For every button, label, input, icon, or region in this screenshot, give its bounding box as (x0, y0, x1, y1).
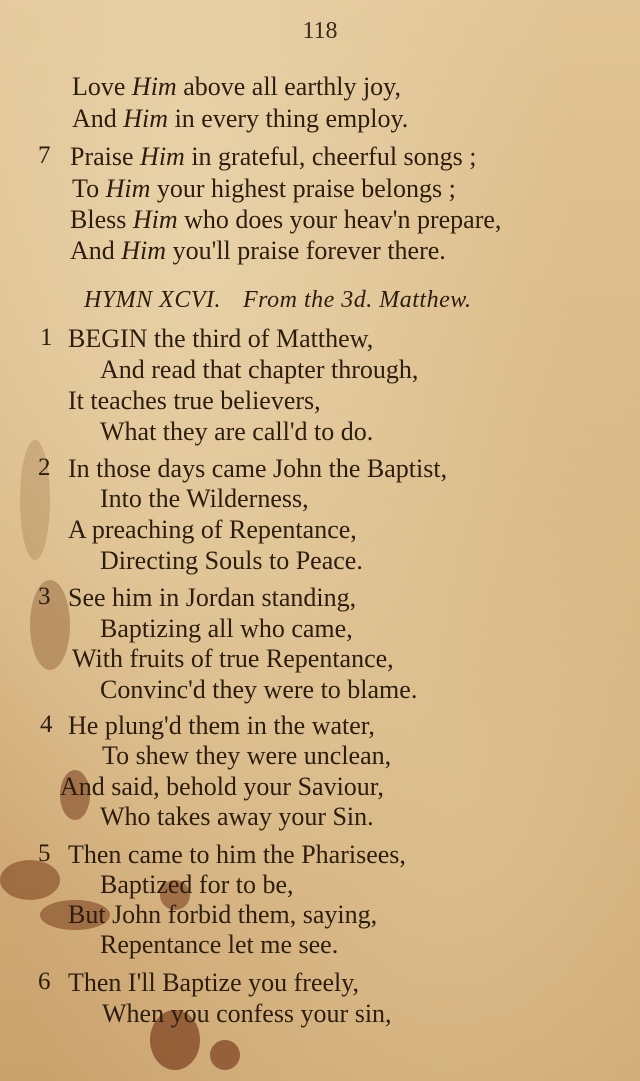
verse-line: Directing Souls to Peace. (100, 546, 363, 575)
verse-line: To shew they were unclean, (102, 741, 392, 770)
verse-line: Who takes away your Sin. (100, 802, 374, 831)
verse-line: But John forbid them, saying, (68, 900, 378, 929)
hymn-subtitle: From the 3d. Matthew. (243, 287, 472, 313)
ink-stain (210, 1040, 240, 1070)
verse-number: 7 (38, 142, 51, 169)
verse-line: Baptizing all who came, (100, 614, 353, 643)
verse-line: And read that chapter through, (100, 355, 419, 384)
verse-line: And said, behold your Saviour, (60, 772, 384, 801)
verse-number: 4 (40, 711, 53, 738)
page-number: 118 (302, 18, 338, 44)
verse-number: 6 (38, 968, 51, 995)
verse-number: 5 (38, 840, 51, 867)
hymn-title: HYMN XCVI. From the 3d. Matthew. (84, 287, 472, 313)
verse-line: With fruits of true Repentance, (72, 644, 394, 673)
verse-line: Convinc'd they were to blame. (100, 675, 418, 704)
verse-line: And Him in every thing employ. (72, 104, 409, 133)
verse-line: A preaching of Repentance, (68, 515, 357, 544)
verse-line: And Him you'll praise forever there. (70, 236, 446, 265)
verse-line: To Him your highest praise belongs ; (72, 174, 456, 203)
verse-line: Then I'll Baptize you freely, (68, 968, 360, 997)
verse-line: BEGIN the third of Matthew, (68, 324, 374, 353)
verse-line: What they are call'd to do. (100, 417, 374, 446)
verse-line: Then came to him the Pharisees, (68, 840, 406, 869)
verse-line: Bless Him who does your heav'n prepare, (70, 205, 502, 234)
verse-line: Love Him above all earthly joy, (72, 72, 401, 101)
verse-line: In those days came John the Baptist, (68, 454, 448, 483)
verse-number: 2 (38, 454, 51, 481)
verse-line: It teaches true believers, (68, 386, 321, 415)
verse-line: Into the Wilderness, (100, 484, 309, 513)
ink-stain (0, 860, 60, 900)
verse-number: 1 (40, 324, 53, 351)
verse-line: See him in Jordan standing, (68, 583, 357, 612)
verse-line: Praise Him in grateful, cheerful songs ; (70, 142, 477, 171)
verse-line: Repentance let me see. (100, 930, 339, 959)
verse-number: 3 (38, 583, 51, 610)
verse-line: Baptized for to be, (100, 870, 294, 899)
verse-line: When you confess your sin, (102, 999, 392, 1028)
verse-line: He plung'd them in the water, (68, 711, 375, 740)
